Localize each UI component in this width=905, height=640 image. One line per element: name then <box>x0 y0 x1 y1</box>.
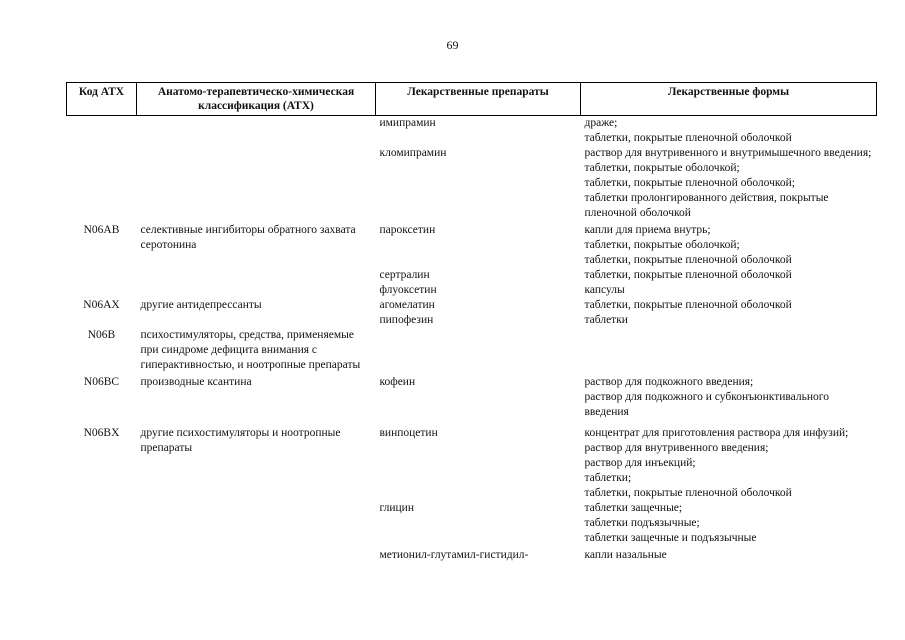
dosage-form: таблетки, покрытые пленочной оболочкой <box>584 487 792 499</box>
forms-cell <box>581 373 877 420</box>
forms-cell <box>581 146 877 221</box>
atx-code-cell: N06B <box>87 329 116 341</box>
forms-cell <box>581 313 877 328</box>
dosage-form: таблетки <box>584 314 628 326</box>
classification-cell: селективные ингибиторы обратного захвата серотонина <box>140 224 356 251</box>
page-number: 69 <box>446 38 459 52</box>
classification-cell: производные ксантина <box>140 376 252 388</box>
dosage-form: раствор для подкожного введения; <box>584 376 754 388</box>
dosage-form: таблетки; <box>584 472 632 484</box>
drug-cell: винпоцетин <box>379 427 438 439</box>
drug-cell: флуоксетин <box>379 284 437 296</box>
header-code: Код АТХ <box>67 83 137 116</box>
classification-cell <box>137 313 376 328</box>
dosage-form: таблетки, покрытые оболочкой; <box>584 239 740 251</box>
classification-cell <box>137 546 376 563</box>
table-row <box>67 313 877 328</box>
atx-code-cell <box>67 501 137 546</box>
classification-cell <box>137 501 376 546</box>
table-row <box>67 221 877 268</box>
atx-code-cell <box>67 146 137 221</box>
forms-cell <box>581 501 877 546</box>
classification-cell <box>137 116 376 147</box>
atx-code-cell <box>67 313 137 328</box>
atx-code-cell <box>67 116 137 147</box>
forms-cell <box>581 420 877 501</box>
drug-cell: пипофезин <box>379 314 434 326</box>
classification-cell <box>137 146 376 221</box>
table-body <box>67 116 877 564</box>
dosage-form: таблетки пролонгированного действия, покрытые пленочной оболочкой <box>584 192 829 219</box>
atx-code-cell <box>67 268 137 283</box>
dosage-form: капли для приема внутрь; <box>584 224 711 236</box>
atx-code-cell <box>67 546 137 563</box>
forms-cell <box>581 116 877 147</box>
table-row <box>67 420 877 501</box>
dosage-form: таблетки, покрытые пленочной оболочкой <box>584 299 792 311</box>
drug-cell: имипрамин <box>379 117 436 129</box>
drug-cell: агомелатин <box>379 299 435 311</box>
forms-cell <box>581 298 877 313</box>
dosage-form: раствор для подкожного и субконъюнктивального введения <box>584 391 829 418</box>
header-classification: Анатомо-терапевтическо-химическая классификация (АТХ) <box>137 83 376 116</box>
table-row <box>67 328 877 373</box>
dosage-form: раствор для инъекций; <box>584 457 696 469</box>
table-row <box>67 268 877 283</box>
classification-cell: психостимуляторы, средства, применяемые при синдроме дефицита внимания с гиперактивностью, и ноотропные препараты <box>140 329 361 371</box>
forms-cell <box>581 268 877 283</box>
dosage-form: таблетки подъязычные; <box>584 517 700 529</box>
table-row <box>67 283 877 298</box>
forms-cell <box>581 283 877 298</box>
drug-cell <box>376 328 581 373</box>
atx-code-cell: N06BX <box>83 427 120 439</box>
atx-code-cell: N06AB <box>83 224 120 236</box>
dosage-form: раствор для внутривенного и внутримышечного введения; <box>584 147 872 159</box>
dosage-form: драже; <box>584 117 618 129</box>
atx-code-cell: N06BC <box>83 376 120 388</box>
atx-code-cell <box>67 283 137 298</box>
classification-cell <box>137 268 376 283</box>
dosage-form: концентрат для приготовления раствора для инфузий; <box>584 427 849 439</box>
dosage-form: таблетки защечные и подъязычные <box>584 532 757 544</box>
table-row <box>67 146 877 221</box>
table-row <box>67 373 877 420</box>
dosage-form: таблетки, покрытые пленочной оболочкой <box>584 269 792 281</box>
classification-cell <box>137 283 376 298</box>
header-forms: Лекарственные формы <box>581 83 877 116</box>
drug-cell: кофеин <box>379 376 416 388</box>
header-drugs: Лекарственные препараты <box>376 83 581 116</box>
dosage-form: капли назальные <box>584 549 667 561</box>
table-row <box>67 116 877 147</box>
classification-cell: другие антидепрессанты <box>140 299 262 311</box>
drug-cell: пароксетин <box>379 224 436 236</box>
table-row <box>67 298 877 313</box>
table-row <box>67 501 877 546</box>
dosage-form: таблетки, покрытые пленочной оболочкой; <box>584 177 795 189</box>
atx-table <box>66 82 877 563</box>
classification-cell: другие психостимуляторы и ноотропные препараты <box>140 427 341 454</box>
atx-code-cell: N06AX <box>83 299 120 311</box>
drug-cell: кломипрамин <box>379 147 447 159</box>
dosage-form: таблетки, покрытые пленочной оболочкой <box>584 254 792 266</box>
drug-cell: глицин <box>379 502 414 514</box>
table-header-row <box>67 83 877 116</box>
forms-cell <box>581 546 877 563</box>
table-row <box>67 546 877 563</box>
drug-cell: метионил-глутамил-гистидил- <box>379 549 529 561</box>
dosage-form: таблетки защечные; <box>584 502 683 514</box>
drug-cell: сертралин <box>379 269 430 281</box>
forms-cell <box>581 221 877 268</box>
dosage-form: таблетки, покрытые оболочкой; <box>584 162 740 174</box>
dosage-form: раствор для внутривенного введения; <box>584 442 769 454</box>
forms-cell <box>581 328 877 373</box>
dosage-form: капсулы <box>584 284 625 296</box>
dosage-form: таблетки, покрытые пленочной оболочкой <box>584 132 792 144</box>
